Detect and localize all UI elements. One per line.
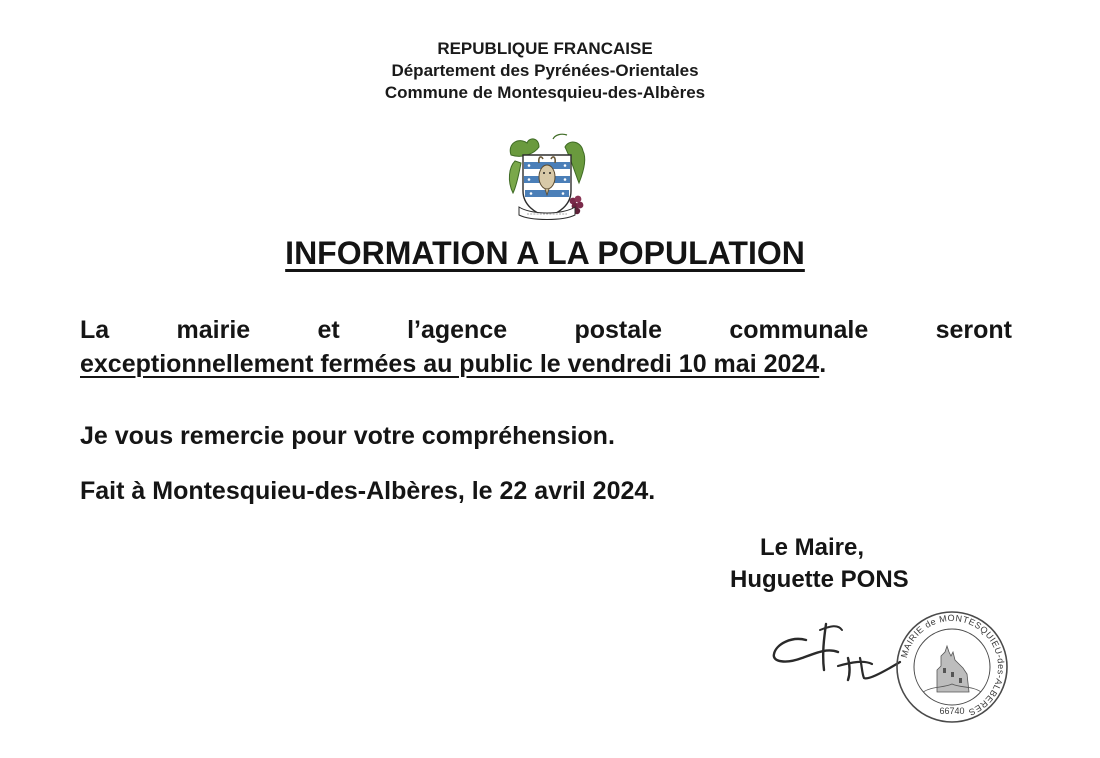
notice-line-2-end: .	[819, 350, 827, 378]
signature-block	[730, 532, 990, 596]
notice-word: postale	[574, 316, 662, 344]
header-republic: REPUBLIQUE FRANCAISE	[437, 39, 653, 58]
svg-text:66740: 66740	[939, 706, 965, 716]
notice-line-2	[80, 347, 1014, 381]
thanks-text: Je vous remercie pour votre compréhension.	[80, 422, 615, 450]
header-department: Département des Pyrénées-Orientales	[391, 61, 699, 80]
document-header	[0, 38, 1090, 104]
notice-word: La	[80, 316, 110, 344]
svg-text:MAIRIE de MONTESQUIEU-des-ALBE: MAIRIE de MONTESQUIEU-des-ALBERES	[898, 612, 1007, 718]
notice-word: et	[317, 316, 340, 344]
notice-word: communale	[729, 316, 869, 344]
notice-word: mairie	[176, 316, 251, 344]
handwritten-signature-icon	[768, 618, 908, 693]
notice-paragraph	[80, 313, 1014, 381]
notice-word: seront	[935, 316, 1012, 344]
notice-title-text: INFORMATION A LA POPULATION	[285, 235, 805, 271]
coat-of-arms-icon	[505, 133, 589, 223]
notice-line-1	[80, 313, 1012, 347]
signatory-title: Le Maire,	[760, 534, 865, 561]
notice-word: l’agence	[407, 316, 508, 344]
header-commune: Commune de Montesquieu-des-Albères	[384, 83, 706, 102]
signatory-name: Huguette PONS	[730, 566, 909, 593]
place-and-date: Fait à Montesquieu-des-Albères, le 22 avril 2024.	[80, 477, 656, 505]
mayor-stamp-icon	[893, 608, 1011, 726]
notice-title	[0, 233, 1090, 273]
closure-date-underlined: exceptionnellement fermées au public le vendredi 10 mai 2024	[80, 350, 820, 378]
